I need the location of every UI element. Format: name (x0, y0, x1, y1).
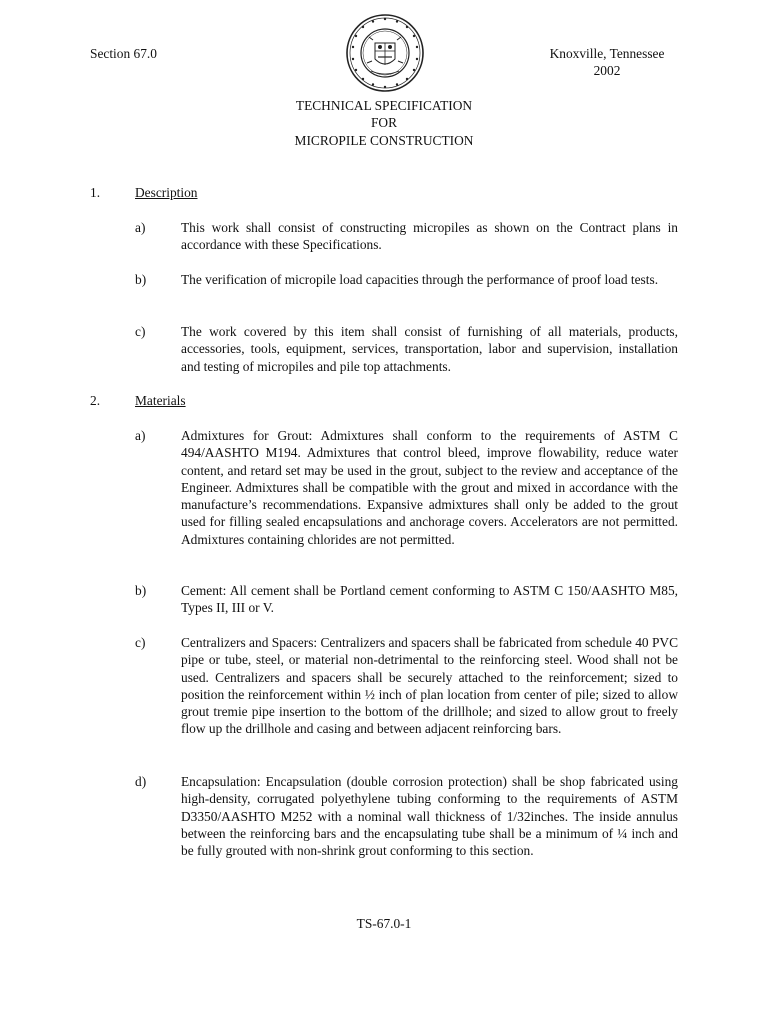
item-text: Centralizers and Spacers: Centralizers and spacers shall be fabricated from schedule 40 PVC pipe or tube, steel, or material non-detrimental to the reinforcing steel. Wood shall not be used. Centralizers and spacers shall be securely attached to the reinforcement; sized to position the reinforcement within ½ inch of plan location from center of pile; sized to allow grout tremie pipe insertion to the bottom of the drillhole; and sized to allow grout to freely flow up the drillhole and casing and between adjacent reinforcing bars. (181, 635, 678, 737)
section-number-label: 1. (90, 185, 101, 200)
item-label: a) (135, 220, 146, 235)
section-heading: Description (135, 185, 198, 200)
section-number: Section 67.0 (90, 46, 157, 61)
section-heading: Materials (135, 393, 186, 408)
item-text: Cement: All cement shall be Portland cement conforming to ASTM C 150/AASHTO M85, Types II, III or V. (181, 583, 678, 616)
item-label: b) (135, 272, 147, 287)
item-label: c) (135, 324, 146, 339)
document-year: 2002 (593, 63, 621, 79)
item-label: d) (135, 774, 147, 789)
item-label: b) (135, 583, 147, 598)
item-text: Encapsulation: Encapsulation (double corrosion protection) shall be shop fabricated using high-density, corrugated polyethylene tubing conforming to the requirements of ASTM D3350/AASHTO M252 with a nominal wall thickness of 1/32inches. The inside annulus between the reinforcing bars and the encapsulating tube shall be a minimum of ¼ inch and be fully grouted with non-shrink grout conforming to this section. (181, 774, 678, 859)
title-line-1: TECHNICAL SPECIFICATION (295, 98, 473, 113)
item-text: Admixtures for Grout: Admixtures shall conform to the requirements of ASTM C 494/AASHTO M194. Admixtures that control bleed, improve flowability, reduce water content, and retard set may be used in the grout, subject to the review and acceptance of the Engineer. Admixtures shall be compatible with the grout and mixed in accordance with the manufacture’s recommendations. Expansive admixtures shall only be added to the grout used for filling sealed encapsulations and anchorage covers. Accelerators are not permitted. Admixtures containing chlorides are not permitted. (181, 428, 678, 547)
title-line-2: FOR (370, 115, 398, 131)
city-name: Knoxville, Tennessee (549, 46, 665, 61)
item-text: The work covered by this item shall consist of furnishing of all materials, products, accessories, tools, equipment, services, transportation, labor and supervision, installation and testing of micropiles and pile top attachments. (181, 324, 678, 374)
title-line-3: MICROPILE CONSTRUCTION (294, 132, 474, 148)
city-seal-icon (345, 13, 425, 93)
item-label: c) (135, 635, 146, 650)
item-label: a) (135, 428, 146, 443)
location-block (541, 45, 673, 80)
item-text: This work shall consist of constructing micropiles as shown on the Contract plans in accordance with these Specifications. (181, 220, 678, 253)
page-number: TS-67.0-1 (356, 916, 412, 931)
section-number-label: 2. (90, 393, 101, 408)
item-text: The verification of micropile load capacities through the performance of proof load tests. (181, 272, 659, 287)
document-title (184, 97, 584, 149)
